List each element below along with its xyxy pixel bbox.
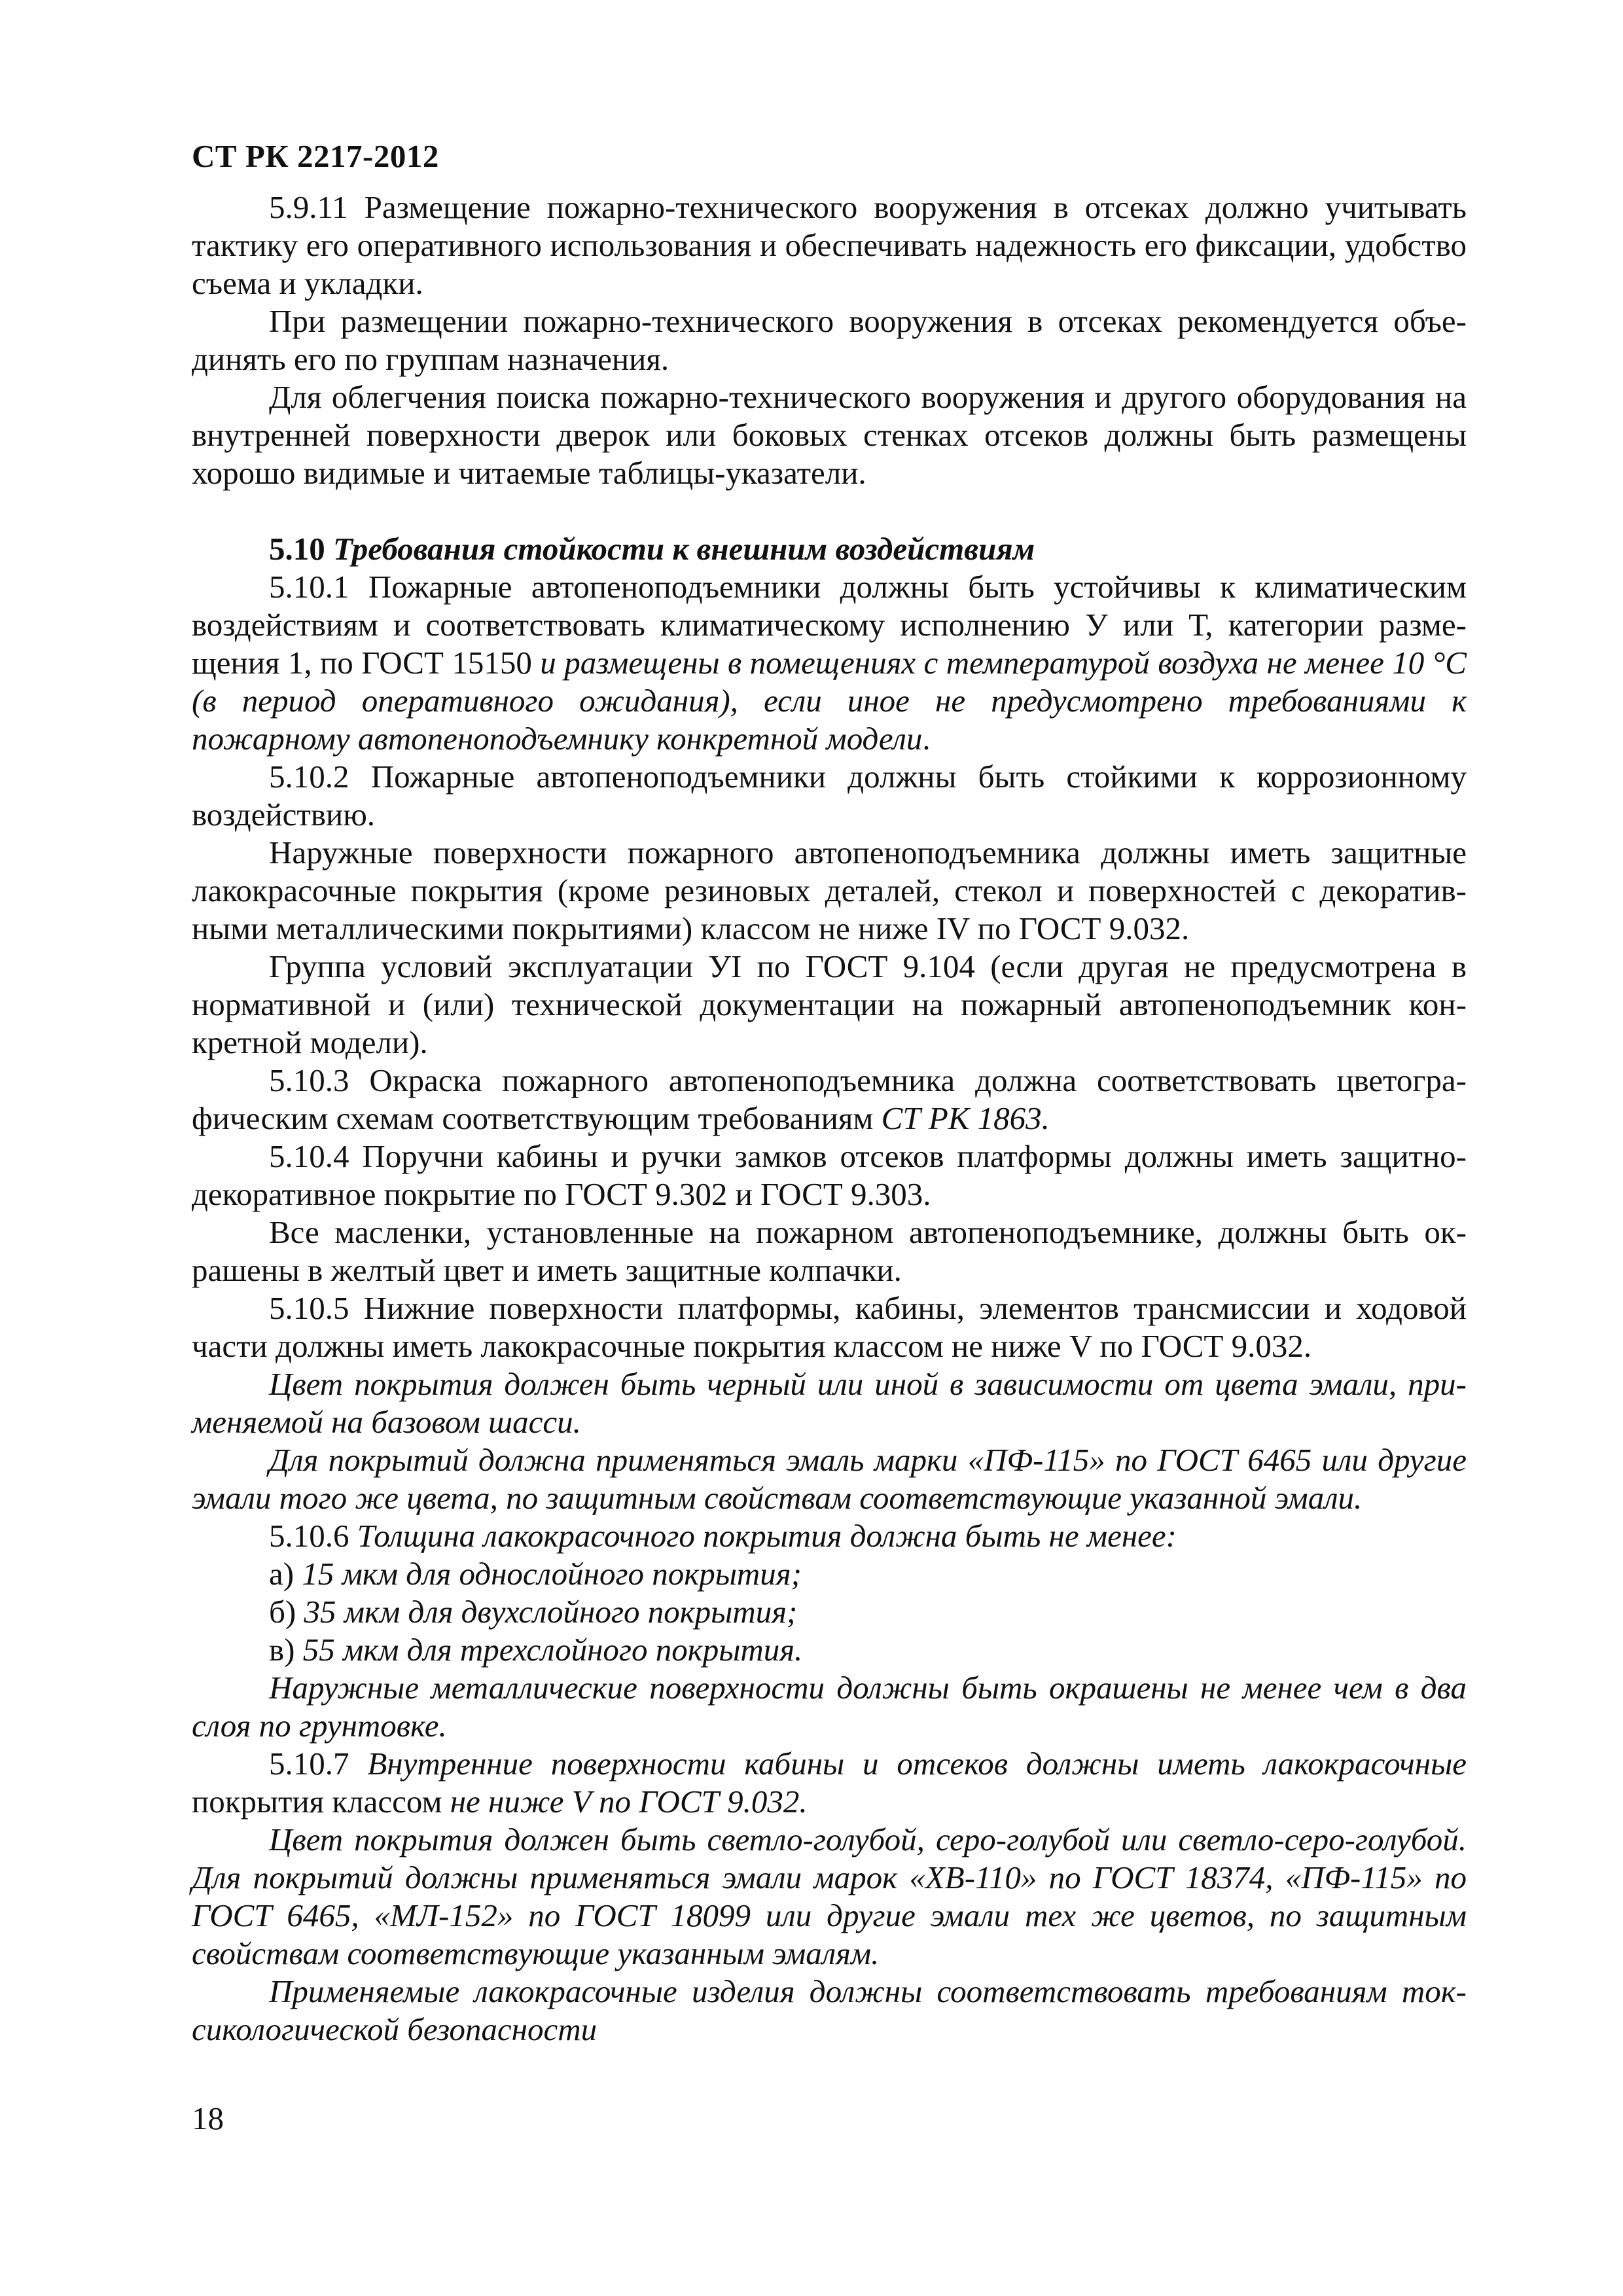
paragraph-enamel: Для покрытий должна применяться эмаль марки «ПФ-115» по ГОСТ 6465 или другие эмали того же цвета, по защитным свойствам соответствующие указанной эмали.	[192, 1442, 1467, 1516]
document-code-header: СТ РК 2217-2012	[192, 138, 439, 174]
paragraph-5-10-7: 5.10.7 Внутренние поверхности кабины и отсеков должны иметь лакокрасочные покрытия классом не ниже V по ГОСТ 9.032.	[192, 1746, 1467, 1820]
paragraph-5-10-3: 5.10.3 Окраска пожарного автопеноподъемника должна соответствовать цветографическим схемам соответствующим требованиям СТ РК 1863.	[192, 1062, 1467, 1136]
paragraph-5-9-11: 5.9.11 Размещение пожарно-технического вооружения в отсеках должно учитывать тактику его оперативного использования и обеспечивать надежность его фиксации, удобство съема и укладки.	[192, 189, 1467, 301]
paragraph-color-black: Цвет покрытия должен быть черный или иной в зависимости от цвета эмали, применяемой на базовом шасси.	[192, 1366, 1467, 1440]
paragraph-5-10-6: 5.10.6 Толщина лакокрасочного покрытия должна быть не менее:	[269, 1518, 1177, 1554]
paragraph-operating-conditions: Группа условий эксплуатации УI по ГОСТ 9.104 (если другая не предусмотрена в нормативной и (или) технической документации на пожарный автопеноподъемник конкретной модели).	[192, 948, 1467, 1060]
paragraph-toxicology: Применяемые лакокрасочные изделия должны соответствовать требованиям токсикологической безопасности	[192, 1973, 1467, 2047]
paragraph-5-10-2: 5.10.2 Пожарные автопеноподъемники должны быть стойкими к коррозионному воздействию.	[192, 759, 1467, 833]
paragraph-oilers: Все масленки, установленные на пожарном автопеноподъемнике, должны быть окрашены в желтый цвет и иметь защитные колпачки.	[192, 1214, 1467, 1288]
section-heading-5-10	[192, 530, 1467, 568]
list-item: в) 55 мкм для трехслойного покрытия.	[269, 1632, 803, 1668]
paragraph-color-blue: Цвет покрытия должен быть светло-голубой, серо-голубой или светло-серо-голубой. Для покрытий должны применяться эмали марок «ХВ-110» по ГОСТ 18374, «ПФ-115» по ГОСТ 6465, «МЛ-152» по ГОСТ 18099 или другие эмали тех же цветов, по защитным свойствам соответствующие указанным эмалям.	[192, 1821, 1467, 1971]
paragraph-5-10-4: 5.10.4 Поручни кабины и ручки замков отсеков платформы должны иметь защитно-декоративное покрытие по ГОСТ 9.302 и ГОСТ 9.303.	[192, 1138, 1467, 1212]
paragraph-grouping: При размещении пожарно-технического вооружения в отсеках рекомендуется объединять его по группам назначения.	[192, 303, 1467, 377]
section-number: 5.10	[269, 531, 333, 567]
list-item: а) 15 мкм для однослойного покрытия;	[269, 1556, 802, 1592]
page-number: 18	[192, 2100, 224, 2136]
paragraph-primer: Наружные металлические поверхности должны быть окрашены не менее чем в два слоя по грунтовке.	[192, 1670, 1467, 1744]
paragraph-index-tables: Для облегчения поиска пожарно-технического вооружения и другого оборудования на внутренней поверхности дверок или боковых стенках отсеков должны быть размещены хорошо видимые и читаемые таблицы-указатели.	[192, 379, 1467, 491]
list-item: б) 35 мкм для двухслойного покрытия;	[269, 1594, 798, 1630]
section-title: Требования стойкости к внешним воздействиям	[333, 531, 1035, 567]
paragraph-outer-surfaces: Наружные поверхности пожарного автопеноподъемника должны иметь защитные лакокрасочные покрытия (кроме резиновых деталей, стекол и поверхностей с декоративными металлическими покрытиями) классом не ниже IV по ГОСТ 9.032.	[192, 834, 1467, 946]
paragraph-5-10-1: 5.10.1 Пожарные автопеноподъемники должны быть устойчивы к климатическим воздействиям и соответствовать климатическому исполнению У или Т, категории размещения 1, по ГОСТ 15150 и размещены в помещениях с температурой воздуха не менее 10 °С (в период оперативного ожидания), если иное не предусмотрено требованиями к пожарному автопеноподъемнику конкретной модели.	[192, 569, 1467, 757]
paragraph-5-10-5: 5.10.5 Нижние поверхности платформы, кабины, элементов трансмиссии и ходовой части должны иметь лакокрасочные покрытия классом не ниже V по ГОСТ 9.032.	[192, 1290, 1467, 1364]
body-text	[192, 188, 1467, 2049]
